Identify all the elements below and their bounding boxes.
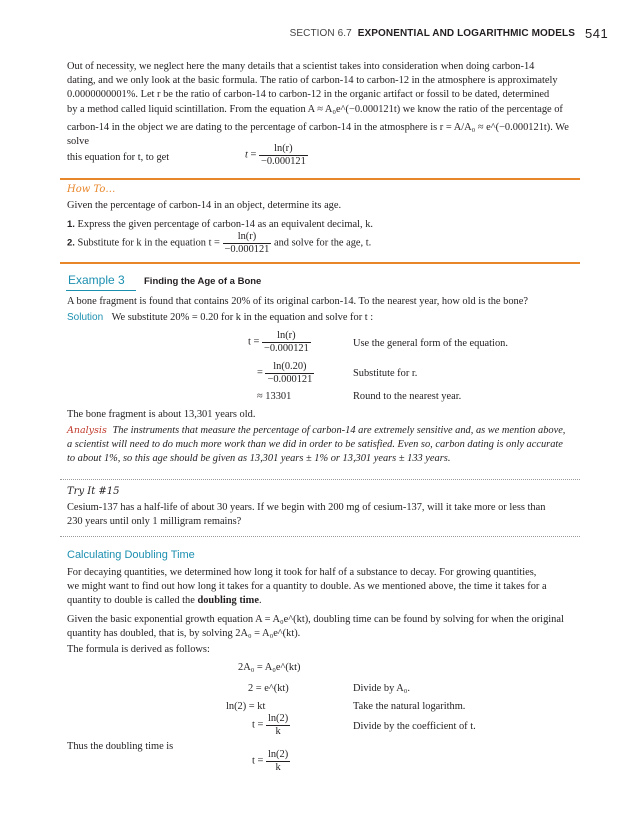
formula-denominator: −0.000121	[260, 156, 306, 167]
intro-formula: t = $\frac{\ln(r)}{-0.000121}$	[245, 143, 306, 167]
doubling-paragraph-1	[67, 566, 587, 609]
howto-label: How To…	[67, 184, 116, 195]
tryit-line: 230 years until only 1 milligram remains?	[67, 516, 242, 528]
paragraph-line: we might want to find out how long it takes for a quantity to double. As we mentioned above, the time it takes for a	[67, 581, 547, 593]
derivation-note-3: Take the natural logarithm.	[353, 701, 466, 712]
tryit-top-rule	[60, 479, 580, 480]
row-lhs: t =	[248, 336, 260, 348]
intro-line: dating, and we only look at the basic formula. The ratio of carbon-14 to carbon-12 in the atmosphere is approximately	[67, 75, 558, 87]
intro-line: this equation for t, to get	[67, 152, 170, 164]
step-text: Express the given percentage of carbon-14 as an equivalent decimal, k.	[77, 219, 373, 230]
step-number: 1.	[67, 219, 75, 230]
intro-line: by a method called liquid scintillation. From the equation A ≈ A₀e^(−0.000121t) we know the ratio of the percentage of	[67, 103, 563, 115]
row-numerator: ln(2)	[267, 713, 289, 724]
section-title: EXPONENTIAL AND LOGARITHMIC MODELS	[357, 28, 575, 39]
analysis-line	[67, 424, 587, 438]
tryit-bottom-rule	[60, 536, 580, 537]
row-numerator: ln(r)	[262, 330, 311, 343]
step-frac-numerator: ln(r)	[223, 231, 272, 244]
solution-note-2: Substitute for r.	[353, 368, 418, 379]
example-label: Example 3	[68, 273, 125, 287]
solution-row-3: ≈ 13301	[257, 391, 292, 402]
analysis-block	[67, 424, 587, 467]
analysis-line: to about 1%, so this age should be given as 13,301 years ± 1% or 13,301 years ± 133 years.	[67, 453, 451, 465]
row-denominator: k	[275, 726, 281, 737]
row-lhs: =	[257, 367, 263, 379]
intro-paragraph	[67, 60, 582, 165]
example-question: A bone fragment is found that contains 20% of its original carbon-14. To the nearest year, how old is the bone?	[67, 296, 528, 307]
doubling-thus: Thus the doubling time is	[67, 741, 174, 752]
derivation-step-4	[252, 713, 290, 738]
term-doubling-time: doubling time	[197, 595, 259, 607]
doubling-paragraph-2	[67, 613, 587, 641]
analysis-line: a scientist will need to do much more work than we did in order to be satisfied. Even so, carbon dating is only accurate	[67, 439, 563, 451]
running-header	[0, 28, 575, 39]
paragraph-line: For decaying quantities, we determined how long it took for half of a substance to decay. For growing quantities,	[67, 567, 537, 578]
solution-line	[67, 311, 373, 325]
section-heading: Calculating Doubling Time	[67, 549, 195, 561]
derivation-step-1: 2A₀ = A₀e^(kt)	[238, 662, 301, 673]
solution-note-3: Round to the nearest year.	[353, 391, 462, 402]
step-number: 2.	[67, 237, 75, 249]
example-label-rule	[66, 290, 136, 291]
analysis-text: The instruments that measure the percentage of carbon-14 are extremely sensitive and, as we mention above,	[112, 425, 566, 436]
analysis-label: Analysis	[67, 425, 107, 436]
howto-top-rule	[60, 178, 580, 180]
solution-row-2	[257, 361, 314, 386]
solution-row-1	[248, 330, 311, 355]
formula-numerator: ln(r)	[259, 143, 308, 156]
derivation-step-2: 2 = e^(kt)	[248, 683, 289, 694]
example-conclusion: The bone fragment is about 13,301 years old.	[67, 409, 256, 420]
row-numerator: ln(0.20)	[265, 361, 314, 374]
solution-label: Solution	[67, 312, 104, 323]
tryit-line: Cesium-137 has a half-life of about 30 years. If we begin with 200 mg of cesium-137, will it take more or less than	[67, 502, 546, 513]
derivation-note-4: Divide by the coefficient of t.	[353, 721, 476, 732]
howto-step-2	[67, 231, 371, 256]
step-text-end: and solve for the age, t.	[273, 237, 372, 249]
intro-line: 0.0000000001%. Let r be the ratio of carbon-14 to carbon-12 in the organic artifact or fossil to be dated, determined	[67, 89, 550, 101]
section-number: SECTION 6.7	[289, 28, 352, 39]
paragraph-text: quantity to double is called the	[67, 595, 195, 607]
paragraph-end: .	[258, 595, 262, 607]
tryit-text	[67, 501, 587, 529]
row-lhs: t =	[252, 755, 264, 767]
final-numerator: ln(2)	[267, 749, 289, 760]
derivation-note-2: Divide by A₀.	[353, 683, 411, 694]
row-denominator: −0.000121	[263, 343, 309, 354]
step-text: Substitute for k in the equation t =	[77, 237, 220, 249]
intro-line: Out of necessity, we neglect here the many details that a scientist takes into consideration when doing carbon-14	[67, 61, 535, 72]
example-title: Finding the Age of a Bone	[144, 276, 262, 287]
step-frac-denominator: −0.000121	[224, 244, 270, 255]
howto-prompt: Given the percentage of carbon-14 in an object, determine its age.	[67, 200, 342, 211]
page-number: 541	[585, 26, 609, 41]
row-denominator: −0.000121	[267, 374, 313, 385]
final-denominator: k	[275, 762, 281, 773]
intro-line: carbon-14 in the object we are dating to the percentage of carbon-14 in the atmosphere is r = A/A₀ ≈ e^(−0.000121t). We solve	[67, 121, 569, 148]
solution-note-1: Use the general form of the equation.	[353, 338, 508, 349]
tryit-label: Try It #15	[67, 486, 120, 497]
paragraph-line: quantity has doubled, that is, by solving 2A₀ = A₀e^(kt).	[67, 628, 301, 640]
paragraph-line: Given the basic exponential growth equation A = A₀e^(kt), doubling time can be found by solving for when the original	[67, 614, 564, 625]
derivation-step-3: ln(2) = kt	[226, 701, 266, 712]
doubling-final-formula	[252, 749, 290, 774]
paragraph-line	[67, 594, 587, 608]
row-lhs: t =	[252, 719, 264, 731]
doubling-paragraph-3: The formula is derived as follows:	[67, 644, 210, 655]
howto-bottom-rule	[60, 262, 580, 264]
solution-text: We substitute 20% = 0.20 for k in the equation and solve for t :	[111, 312, 374, 323]
